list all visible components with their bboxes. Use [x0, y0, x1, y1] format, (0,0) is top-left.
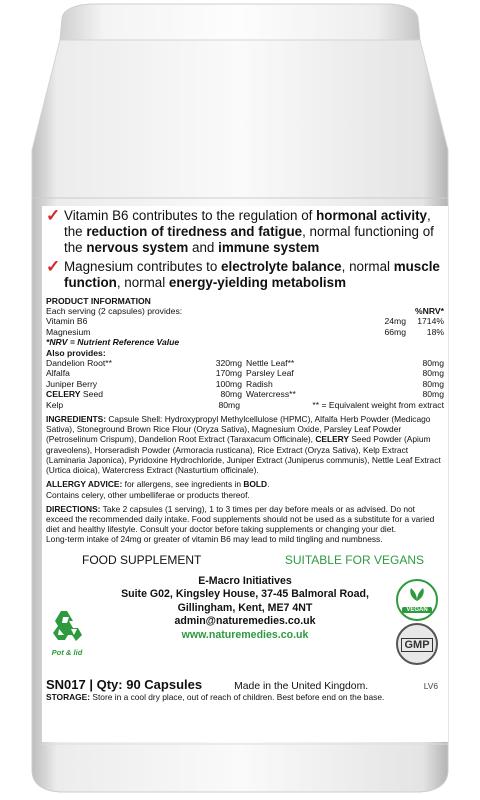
company-details: [46, 575, 444, 643]
ingredients-paragraph: INGREDIENTS: Capsule Shell: Hydroxypropyl Methylcellulose (HPMC), Alfalfa Herb Powder (Medicago Sativa), Stoneground Brown Rice Flour (Oryza Sativa), Magnesium Oxide, Parsley Leaf Powder (Petroselinum Crispum), Dandelion Root Extract (Taraxacum Officinale), CELERY Seed Powder (Apium graveolens), Horseradish Powder (Armoracia rusticana), Rice Extract (Oryza Sativa), Kelp Extract (Laminaria Japonica), Pyridoxine Hydrochloride, Juniper Extract (Juniperus communis), Nettle Leaf Extract (Urtica dioica), Watercress Extract (Nasturtium officinale).: [46, 414, 441, 476]
recycle-label: Pot & lid: [51, 647, 83, 657]
ingredient-row: Parsley Leaf 80mg: [246, 368, 444, 379]
recycle-badge: [46, 609, 88, 657]
nrv-header: %NRV*: [415, 306, 444, 317]
ingredient-row: Kelp 80mg: [46, 399, 240, 410]
check-icon: ✓: [46, 206, 61, 225]
product-info-title: PRODUCT INFORMATION: [46, 296, 151, 307]
ingredient-row: CELERY Seed 80mg: [46, 389, 242, 400]
ingredient-row: Juniper Berry 100mg: [46, 378, 242, 389]
product-information: [46, 296, 444, 410]
ingredient-row: Watercress** 80mg: [246, 389, 444, 400]
supplement-line: [46, 553, 444, 567]
made-in: Made in the United Kingdom.: [234, 680, 369, 692]
product-label: [46, 208, 444, 738]
equivalent-note: ** = Equivalent weight from extract: [312, 399, 444, 410]
directions: DIRECTIONS: Take 2 capsules (1 serving), 1 to 3 times per day before meals or as advised. Do not exceed the recommended daily intake. Food supplements should not be used as a substitute for a varied diet and healthy lifestyle. Consult your doctor before taking supplements or changing your diet. Long-term intake of 24mg or greater of vitamin B6 may lead to mild tingling and numbness.: [46, 503, 435, 545]
bottle-shoulder: [32, 40, 448, 198]
company-website: www.naturemedies.co.uk: [181, 628, 309, 641]
ingredient-row: Nettle Leaf** 80mg: [246, 358, 444, 369]
serving-text: Each serving (2 capsules) provides:: [46, 306, 183, 317]
gmp-badge: GMP: [396, 623, 438, 665]
ingredient-row: Alfalfa 170mg: [46, 368, 242, 379]
also-provides: Also provides:: [46, 347, 106, 358]
company-address-line1: Suite G02, Kingsley House, 37-45 Balmoral Road,: [121, 588, 369, 601]
recycle-icon: [49, 609, 85, 643]
nrv-note: *NRV = Nutrient Reference Value: [46, 337, 180, 348]
nutrient-row: Vitamin B6 24mg 1714%: [46, 316, 444, 327]
claim-vitamin-b6: ✓ Vitamin B6 contributes to the regulation of hormonal activity, the reduction of tiredness and fatigue, normal functioning of the nervous system and immune system: [46, 206, 434, 256]
sn-row: [46, 677, 444, 692]
food-supplement-text: FOOD SUPPLEMENT: [82, 552, 202, 567]
company-address-line2: Gillingham, Kent, ME7 4NT: [177, 601, 313, 614]
company-block: [46, 575, 444, 671]
storage: STORAGE: Store in a cool dry place, out of reach of children. Best before end on the base.: [46, 691, 385, 702]
ingredient-row: Dandelion Root** 320mg: [46, 358, 242, 369]
company-name: E-Macro Initiatives: [198, 574, 292, 587]
check-icon: ✓: [46, 256, 61, 276]
nutrient-row: Magnesium 66mg 18%: [46, 326, 444, 337]
leaf-icon: [407, 586, 427, 602]
bottle-cap: [60, 4, 420, 40]
company-email: admin@naturemedies.co.uk: [174, 615, 316, 628]
allergy-advice: ALLERGY ADVICE: for allergens, see ingredients in BOLD. Contains celery, other umbelliferae or products thereof.: [46, 479, 270, 500]
lv-code: LV6: [423, 680, 438, 691]
vegan-badge: VEGAN: [396, 579, 438, 621]
sn-quantity: SN017 | Qty: 90 Capsules: [46, 676, 203, 692]
suitable-vegans-text: SUITABLE FOR VEGANS: [284, 552, 424, 567]
ingredient-row: Radish 80mg: [246, 378, 444, 389]
claim-magnesium: ✓ Magnesium contributes to electrolyte balance, normal muscle function, normal energy-yielding metabolism: [46, 256, 440, 290]
